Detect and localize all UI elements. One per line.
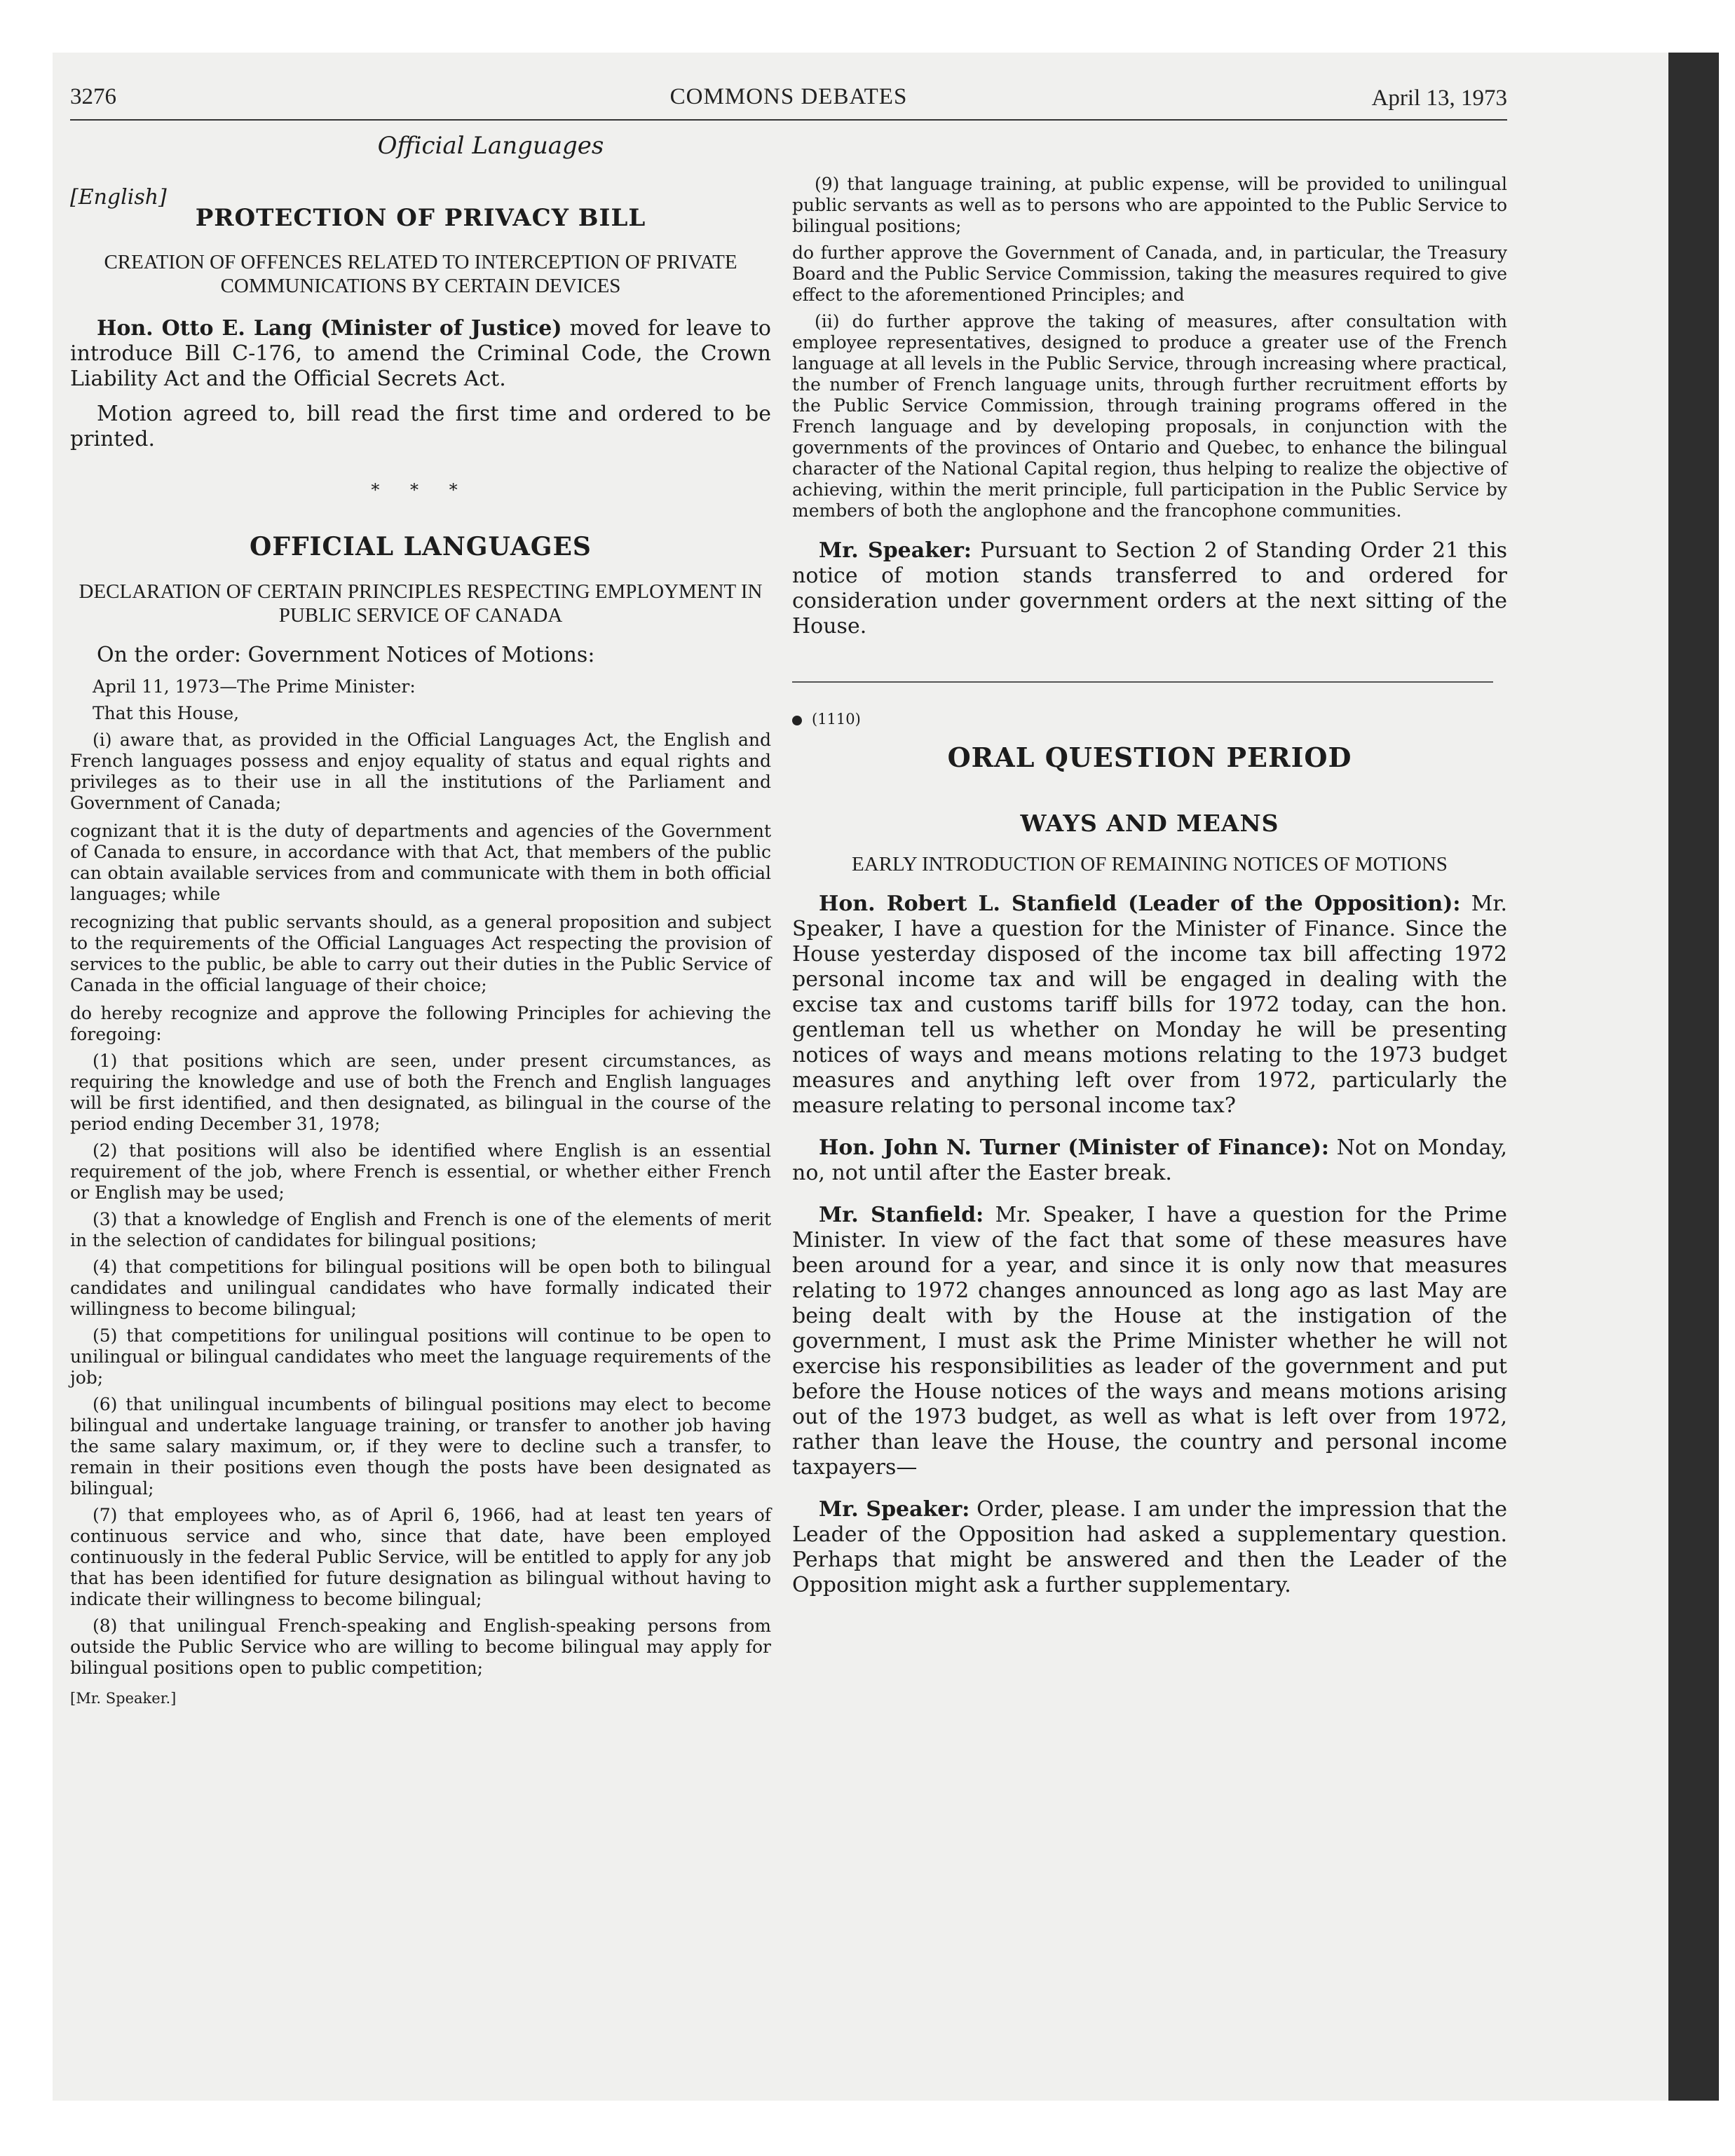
speech-text: Not on Monday, no, not until after the Easter break. [792,1135,1507,1185]
section-divider [792,681,1493,683]
speaker-name: Mr. Stanfield: [819,1203,984,1227]
motion-agreed: Motion agreed to, bill read the first time and ordered to be printed. [70,402,771,451]
oral-question-heading: ORAL QUESTION PERIOD [947,742,1352,773]
left-column [70,132,771,1707]
principle-5: (5) that competitions for unilingual positions will continue to be open to unilingual or bilingual candidates who meet the language requirements of the job; [70,1325,771,1388]
bill-subheading: CREATION OF OFFENCES RELATED TO INTERCEPTION OF PRIVATE COMMUNICATIONS BY CERTAIN DEVICES [104,251,737,297]
notice-date: April 11, 1973—The Prime Minister: [93,676,416,697]
turner-answer [792,1135,1507,1186]
principle-8: (8) that unilingual French-speaking and English-speaking persons from outside the Public Service who are willing to become bilingual may apply for bilingual positions open to public competition; [70,1616,771,1678]
principle-7: (7) that employees who, as of April 6, 1966, had at least ten years of continuous service and who, since that date, have been employed continuously in the federal Public Service, will be entitled to apply for any job that has been identified for future designation as bilingual without having to indicate their willingness to become bilingual; [70,1505,771,1609]
motion-cognizant: cognizant that it is the duty of departments and agencies of the Government of Canada to ensure, in accordance with that Act, that members of the public can obtain available services from and communicate with them in both official languages; while [70,821,771,904]
time-marker [792,711,1507,728]
stanfield-question [792,892,1507,1119]
language-tag: [English] [70,185,167,210]
principle-2: (2) that positions will also be identified where English is an essential requirement of the job, where French is essential, or whether either French or English may be used; [70,1140,771,1203]
motion-para-ii: (ii) do further approve the taking of measures, after consultation with employee representatives, designed to produce a greater use of the French language at all levels in the Public Service, through increasing where practical, the number of French language units, through further recruitment efforts by the Public Service Commission, through training programs offered in the French language and by developing proposals, in conjunction with the governments of the provinces of Ontario and Quebec, to enhance the bilingual character of the National Capital region, thus helping to realize the objective of achieving, within the merit principle, full participation in the Public Service by members of both the anglophone and the francophone communities. [792,311,1507,521]
speech-text: moved for leave to introduce Bill C-176, to amend the Criminal Code, the Crown Liability Act and the Official Secrets Act. [70,316,771,391]
stanfield-followup [792,1203,1507,1480]
section-title: Official Languages [377,132,604,160]
speaker-name: Hon. John N. Turner (Minister of Finance): [819,1135,1329,1160]
section-separator: * * * [371,480,470,500]
speaker-ruling-1 [792,538,1507,639]
principle-9: (9) that language training, at public expense, will be provided to unilingual public servants as well as to persons who are appointed to the Public Service to bilingual positions; [792,174,1507,236]
speaker-tag: [Mr. Speaker.] [70,1690,177,1707]
right-column [792,174,1507,1598]
principle-3: (3) that a knowledge of English and French is one of the elements of merit in the selection of candidates for bilingual positions; [70,1209,771,1250]
on-the-order: On the order: Government Notices of Motions: [97,643,595,667]
time-tag: (1110) [812,711,861,728]
speaker-name: Mr. Speaker: [819,1497,970,1522]
publication-title: COMMONS DEBATES [669,84,908,109]
principle-1: (1) that positions which are seen, under present circumstances, as requiring the knowledge and use of both the French and English languages will be first identified, and then designated, as bilingual in the course of the period ending December 31, 1978; [70,1051,771,1134]
official-languages-heading: OFFICIAL LANGUAGES [250,532,592,561]
speech-text: Mr. Speaker, I have a question for the Minister of Finance. Since the House yesterday disposed of the income tax bill affecting 1972 personal income tax and will be engaged in dealing with the excise tax and customs tariff bills for 1972 today, can the hon. gentleman tell us whether on Monday he will be presenting notices of ways and means motions relating to the 1973 budget measures and anything left over from 1972, particularly the measure relating to personal income tax? [792,892,1507,1118]
speaker-name: Hon. Otto E. Lang (Minister of Justice) [97,316,562,341]
motion-para-i: (i) aware that, as provided in the Official Languages Act, the English and French languages possess and enjoy equality of status and equal rights and privileges as to their use in all the institutions of the Parliament and Government of Canada; [70,730,771,813]
that-this-house: That this House, [93,703,240,723]
principle-6: (6) that unilingual incumbents of bilingual positions may elect to become bilingual and undertake language training, or transfer to another job having the same salary maximum, or, if they were to decline such a transfer, to remain in their positions even though the posts have been designated as bilingual; [70,1394,771,1499]
issue-date: April 13, 1973 [1371,86,1507,111]
ways-means-heading: WAYS AND MEANS [1020,810,1279,837]
page-header [70,84,1507,121]
speech-text: Mr. Speaker, I have a question for the Prime Minister. In view of the fact that some of these measures have been around for a year, and since it is only now that measures relating to 1972 changes announced as long ago as last May are being dealt with by the House at the instigation of the government, I must ask the Prime Minister whether he will not exercise his responsibilities as leader of the government and put before the House notices of the ways and means motions arising out of the 1973 budget, as well as what is left over from 1972, rather than leave the House, the country and personal income taxpayers— [792,1203,1507,1480]
lang-motion-paragraph [70,316,771,392]
speech-text: Pursuant to Section 2 of Standing Order 21 this notice of motion stands transferred to and ordered for consideration under government orders at the next sitting of the House. [792,538,1507,639]
bullet-icon [792,716,802,725]
motion-recognizing: recognizing that public servants should, as a general proposition and subject to the requirements of the Official Languages Act respecting the provision of services to the public, be able to carry out their duties in the Public Service of Canada in the official language of their choice; [70,912,771,995]
speaker-name: Mr. Speaker: [819,538,972,563]
speaker-ruling-2 [792,1497,1507,1598]
bill-heading: PROTECTION OF PRIVACY BILL [195,204,646,232]
official-languages-subheading: DECLARATION OF CERTAIN PRINCIPLES RESPECTING EMPLOYMENT IN PUBLIC SERVICE OF CANADA [79,580,763,627]
ways-means-subheading: EARLY INTRODUCTION OF REMAINING NOTICES OF MOTIONS [852,853,1448,875]
speech-text: Order, please. I am under the impression that the Leader of the Opposition had asked a supplementary question. Perhaps that might be answered and then the Leader of the Opposition might ask a further supplementary. [792,1497,1507,1597]
scan-edge-bar [1668,53,1719,2101]
speaker-name: Hon. Robert L. Stanfield (Leader of the Opposition): [819,892,1461,916]
page-number: 3276 [70,84,116,109]
motion-do-further: do further approve the Government of Canada, and, in particular, the Treasury Board and the Public Service Commission, taking the measures required to give effect to the aforementioned Principles; and [792,243,1507,305]
motion-do-hereby: do hereby recognize and approve the following Principles for achieving the foregoing: [70,1003,771,1044]
principle-4: (4) that competitions for bilingual positions will be open both to bilingual candidates and unilingual candidates who have formally indicated their willingness to become bilingual; [70,1257,771,1319]
